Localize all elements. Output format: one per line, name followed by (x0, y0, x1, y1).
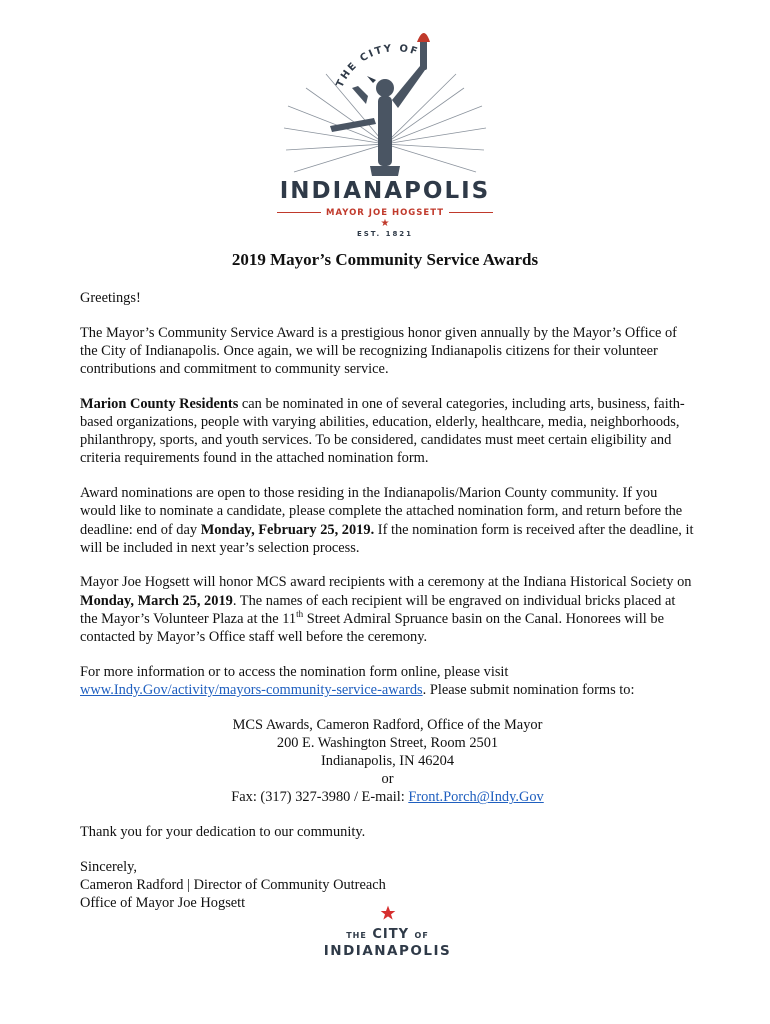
deadline-text-2: If the nomination form is received after the deadline, it will be included in next year’s selection process. (80, 521, 694, 556)
footer-city: CITY (372, 927, 410, 942)
mailing-address (80, 716, 695, 807)
red-star-icon (380, 905, 396, 921)
nomination-link[interactable]: www.Indy.Gov/activity/mayors-community-service-awards (80, 681, 423, 698)
deadline-date: Monday, February 25, 2019. (200, 521, 375, 538)
greeting: Greetings! (80, 290, 141, 306)
page-title: 2019 Mayor’s Community Service Awards (231, 250, 539, 269)
intro-paragraph: The Mayor’s Community Service Award is a prestigious honor given annually by the Mayor’s Office of the City of Indianapolis. Once again, we will be recognizing Indianapolis citizens for their volunteer contributions and commitment to community service. (80, 324, 677, 378)
signer-office: Office of Mayor Joe Hogsett (80, 895, 246, 912)
deadline-paragraph (80, 484, 695, 557)
footer-city-logo (320, 905, 455, 965)
signer-name: Cameron Radford | Director of Community Outreach (80, 877, 386, 894)
address-line-2: 200 E. Washington Street, Room 2501 (276, 734, 499, 751)
ordinal-suffix: th (296, 609, 304, 620)
fax-email-line (80, 788, 695, 806)
seal-established: EST. 1821 (356, 230, 414, 238)
info-text-2: . Please submit nomination forms to: (422, 681, 635, 698)
city-seal-logo (270, 26, 500, 238)
closing-sincerely: Sincerely, (80, 858, 138, 875)
letter-body (80, 289, 695, 912)
footer-of: OF (414, 931, 429, 940)
eligibility-lead: Marion County Residents (80, 395, 239, 412)
deadline-text-1: Award nominations are open to those residing in the Indianapolis/Marion County community. If you would like to nominate a candidate, please complete the attached nomination form, and return before the deadline: end of day (80, 485, 683, 538)
thanks-line: Thank you for your dedication to our community. (80, 824, 366, 841)
footer-the-city-of (320, 927, 455, 942)
info-text-1: For more information or to access the nomination form online, please visit (80, 663, 509, 680)
seal-city-name: INDIANAPOLIS (279, 178, 491, 204)
footer-the: THE (346, 931, 367, 940)
seal-arc-text: THE CITY OF (334, 43, 421, 90)
ceremony-text-3: Street Admiral Spruance basin on the Canal. Honorees will be contacted by Mayor’s Office staff well before the ceremony. (80, 610, 664, 646)
ceremony-text-1: Mayor Joe Hogsett will honor MCS award recipients with a ceremony at the Indiana Historical Society on (80, 574, 692, 591)
eligibility-paragraph (80, 395, 695, 468)
seal-star-icon: ★ (380, 218, 390, 229)
address-or: or (381, 771, 394, 788)
address-line-3: Indianapolis, IN 46204 (320, 753, 455, 770)
ceremony-paragraph (80, 573, 695, 646)
footer-indianapolis: INDIANAPOLIS (323, 943, 452, 959)
address-line-1: MCS Awards, Cameron Radford, Office of the Mayor (232, 716, 543, 733)
ceremony-text-2: . The names of each recipient will be engraved on individual bricks placed at the Mayor’s Volunteer Plaza at the 11 (80, 592, 676, 627)
eligibility-text: can be nominated in one of several categories, including arts, business, faith-based organizations, people with varying abilities, education, elderly, healthcare, media, neighborhoods, philanthropy, sports, and youth services. To be considered, candidates must meet certain eligibility and criteria requirements found in the attached nomination form. (80, 395, 685, 467)
fax-text: Fax: (317) 327-3980 / E-mail: (231, 789, 409, 806)
info-paragraph (80, 663, 695, 699)
ceremony-date: Monday, March 25, 2019 (80, 592, 233, 609)
email-link[interactable]: Front.Porch@Indy.Gov (408, 789, 544, 806)
seal-mayor-line: MAYOR JOE HOGSETT (270, 208, 500, 218)
